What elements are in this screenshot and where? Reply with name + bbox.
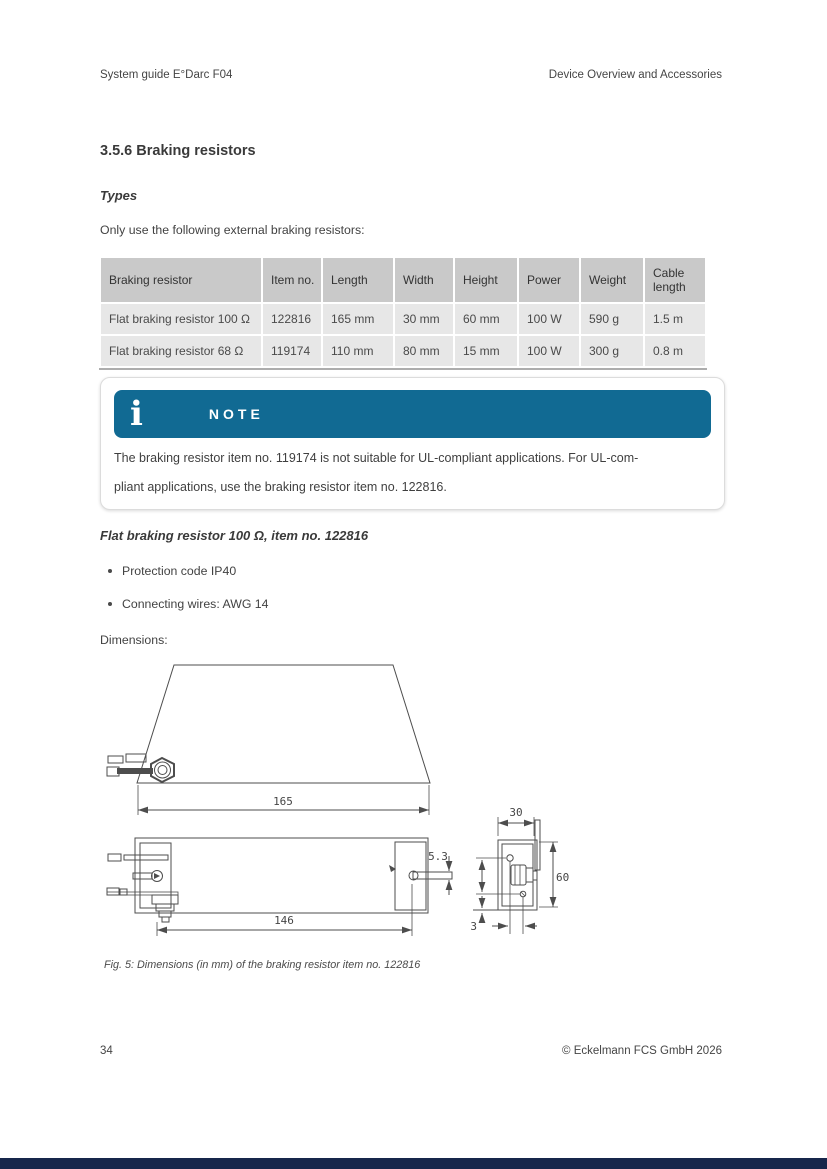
dim-height: 60 bbox=[556, 871, 569, 884]
list-item-text: Connecting wires: AWG 14 bbox=[122, 597, 269, 611]
cell: 110 mm bbox=[323, 336, 393, 366]
dim-pin-width: 5.3 bbox=[428, 850, 448, 863]
cell: Flat braking resistor 100 Ω bbox=[101, 304, 261, 334]
info-icon: i bbox=[130, 394, 143, 434]
list-item-text: Protection code IP40 bbox=[122, 564, 237, 578]
col-length: Length bbox=[323, 258, 393, 302]
cell: 590 g bbox=[581, 304, 643, 334]
dim-mounting-length: 146 bbox=[274, 914, 294, 927]
bullet-icon bbox=[108, 569, 112, 573]
page-number: 34 bbox=[100, 1045, 113, 1057]
cell: 165 mm bbox=[323, 304, 393, 334]
cell: 1.5 m bbox=[645, 304, 705, 334]
header-left: System guide E°Darc F04 bbox=[100, 69, 233, 81]
note-text bbox=[114, 444, 711, 502]
header-right: Device Overview and Accessories bbox=[548, 69, 722, 81]
types-heading: Types bbox=[100, 188, 138, 203]
dim-hole-offset: 3 bbox=[470, 920, 477, 933]
cell: 119174 bbox=[263, 336, 321, 366]
bullet-icon bbox=[108, 602, 112, 606]
cell: 80 mm bbox=[395, 336, 453, 366]
cell: 60 mm bbox=[455, 304, 517, 334]
col-width: Width bbox=[395, 258, 453, 302]
dimensions-label: Dimensions: bbox=[100, 633, 168, 647]
col-braking-resistor: Braking resistor bbox=[101, 258, 261, 302]
dimension-drawing bbox=[100, 664, 569, 947]
note-box bbox=[100, 377, 725, 510]
col-cable-length: Cable length bbox=[645, 258, 705, 302]
section-title: 3.5.6 Braking resistors bbox=[100, 143, 256, 159]
cell: 100 W bbox=[519, 336, 579, 366]
cell: 0.8 m bbox=[645, 336, 705, 366]
bullet-list bbox=[100, 564, 269, 630]
intro-text: Only use the following external braking resistors: bbox=[100, 223, 365, 237]
figure-caption: Fig. 5: Dimensions (in mm) of the braking resistor item no. 122816 bbox=[104, 959, 421, 971]
table-row bbox=[101, 336, 705, 366]
note-text-line: The braking resistor item no. 119174 is not suitable for UL-compliant applications. For UL-com- bbox=[114, 451, 639, 465]
cell: 30 mm bbox=[395, 304, 453, 334]
bottom-accent-bar bbox=[0, 1158, 827, 1169]
copyright: © Eckelmann FCS GmbH 2026 bbox=[562, 1045, 722, 1057]
cell: 122816 bbox=[263, 304, 321, 334]
note-header-bar bbox=[114, 390, 711, 438]
note-text-line: pliant applications, use the braking resistor item no. 122816. bbox=[114, 480, 447, 494]
col-power: Power bbox=[519, 258, 579, 302]
col-item-no: Item no. bbox=[263, 258, 321, 302]
cell: 15 mm bbox=[455, 336, 517, 366]
dim-overall-length: 165 bbox=[273, 795, 293, 808]
cell: 100 W bbox=[519, 304, 579, 334]
col-height: Height bbox=[455, 258, 517, 302]
table-row bbox=[101, 304, 705, 334]
cell: Flat braking resistor 68 Ω bbox=[101, 336, 261, 366]
dim-depth: 30 bbox=[509, 806, 523, 819]
cell: 300 g bbox=[581, 336, 643, 366]
col-weight: Weight bbox=[581, 258, 643, 302]
braking-resistor-table bbox=[99, 256, 707, 370]
list-item bbox=[100, 564, 269, 578]
note-title: NOTE bbox=[208, 406, 264, 422]
list-item bbox=[100, 597, 269, 611]
table-header-row bbox=[101, 258, 705, 302]
subsection-title: Flat braking resistor 100 Ω, item no. 122816 bbox=[100, 528, 369, 543]
